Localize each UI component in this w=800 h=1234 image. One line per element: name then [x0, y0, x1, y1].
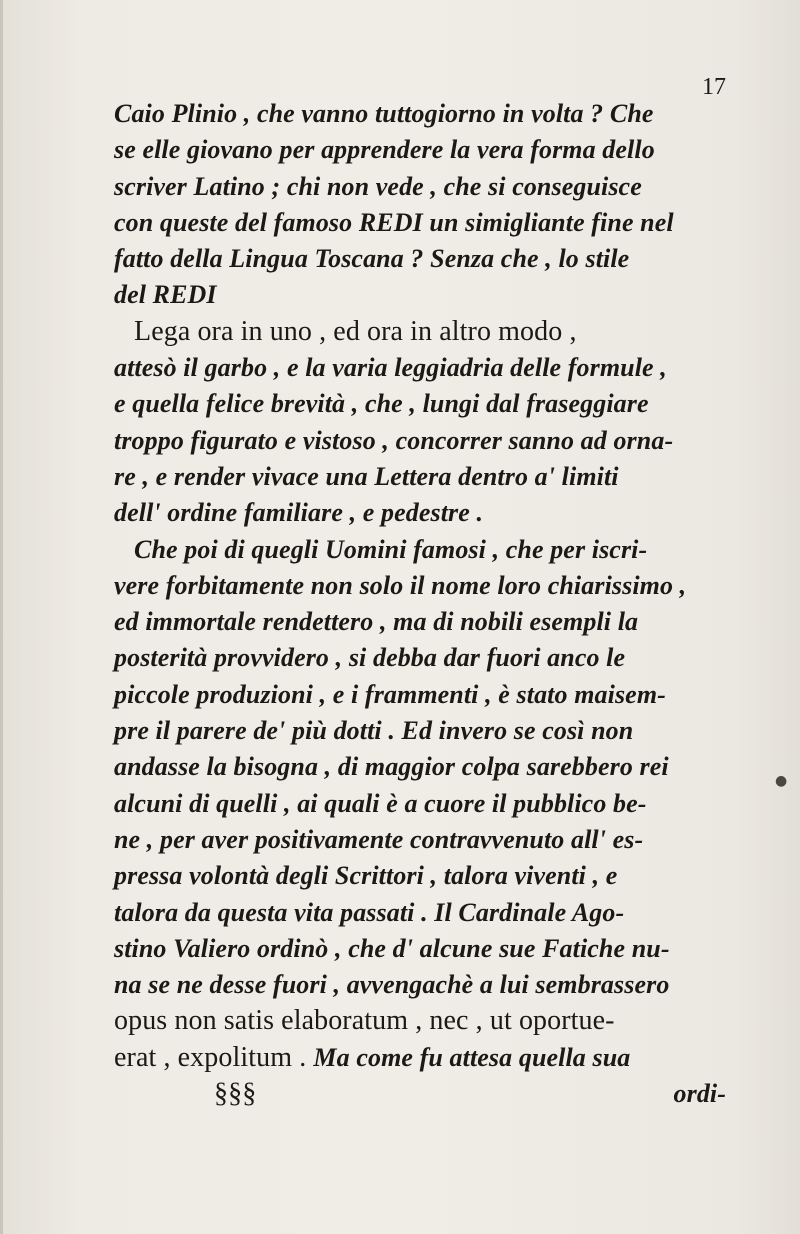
text-line: Lega ora in uno , ed ora in altro modo , [134, 315, 577, 347]
text-line: dell' ordine familiare , e pedestre . [114, 498, 484, 528]
text-line: ne , per aver positivamente contravvenuto all' es- [114, 824, 644, 854]
text-line: stino Valiero ordinò , che d' alcune sue Fatiche nu- [114, 933, 670, 963]
signature-mark: §§§ [214, 1078, 257, 1110]
text-line: pressa volontà degli Scrittori , talora viventi , e [114, 861, 618, 891]
text-line: ed immortale rendettero , ma di nobili esempli la [114, 607, 639, 637]
text-line: piccole produzioni , e i frammenti , è stato maisem- [114, 679, 666, 709]
margin-dot-icon: ● [775, 773, 788, 789]
text-line-mixed [114, 1040, 774, 1076]
text-line: con queste del famoso REDI un simigliante fine nel [114, 207, 674, 237]
text-line: Caio Plinio , che vanno tuttogiorno in volta ? Che [114, 99, 654, 128]
text-line: scriver Latino ; chi non vede , che si conseguisce [114, 171, 642, 201]
text-line: alcuni di quelli , ai quali è a cuore il pubblico be- [114, 788, 647, 818]
text-line: na se ne desse fuori , avvengachè a lui sembrassero [114, 970, 670, 1000]
text-line: Che poi di quegli Uomini famosi , che per iscri- [134, 534, 648, 564]
text-line: re , e render vivace una Lettera dentro a' limiti [114, 461, 619, 491]
text-line: posterità provvidero , si debba dar fuori anco le [114, 643, 626, 673]
text-line: opus non satis elaboratum , nec , ut oportue- [114, 1005, 615, 1037]
text-line: se elle giovano per apprendere la vera forma dello [114, 135, 655, 165]
text-block [114, 96, 774, 1112]
text-line-italic-part: Ma come fu attesa quella sua [313, 1042, 631, 1072]
text-line: troppo figurato e vistoso , concorrer sanno ad orna- [114, 425, 674, 455]
text-line-roman-part: erat , expolitum . [114, 1041, 314, 1073]
page-footer [114, 1076, 774, 1112]
page-spine-shadow [0, 0, 3, 1234]
page-number: 17 [702, 74, 726, 100]
catchword: ordi- [673, 1079, 726, 1109]
text-line: del REDI [114, 280, 217, 310]
text-line: pre il parere de' più dotti . Ed invero se così non [114, 716, 634, 746]
text-line: attesò il garbo , e la varia leggiadria delle formule , [114, 353, 667, 383]
text-line: vere forbitamente non solo il nome loro chiarissimo , [114, 570, 687, 600]
text-line: talora da questa vita passati . Il Cardinale Ago- [114, 897, 625, 927]
text-line: andasse la bisogna , di maggior colpa sarebbero rei [114, 752, 669, 782]
text-line: fatto della Lingua Toscana ? Senza che , lo stile [114, 244, 630, 274]
text-line: e quella felice brevità , che , lungi dal fraseggiare [114, 389, 649, 419]
